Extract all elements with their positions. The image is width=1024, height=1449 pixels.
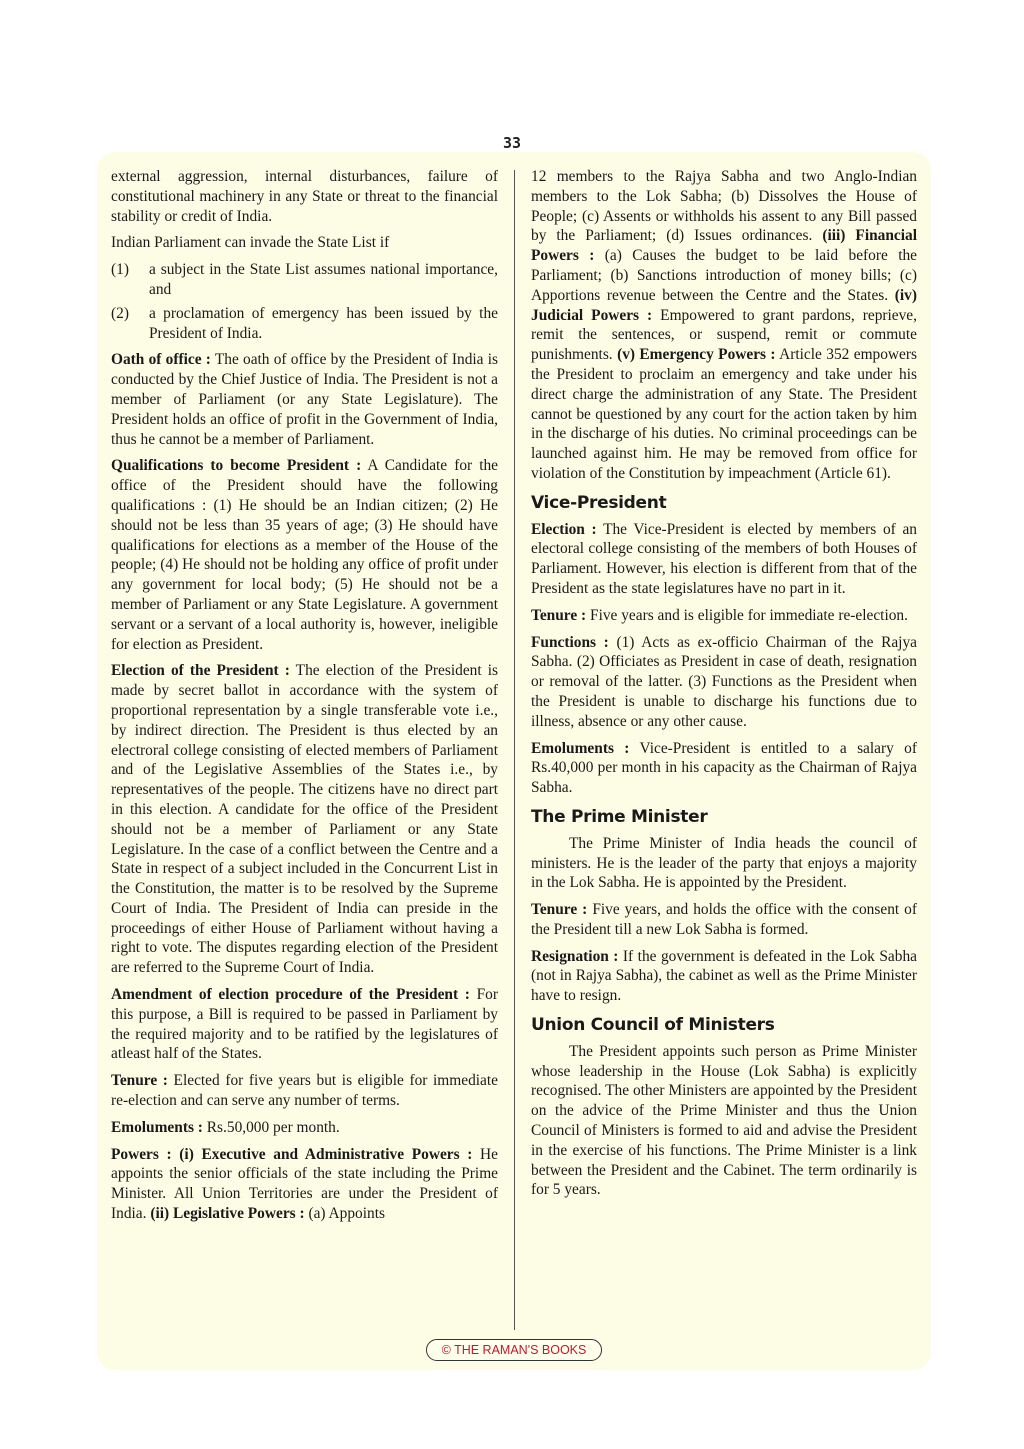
paragraph-text: Article 352 empowers the President to proclaim an emergency and take under his direct charge the administration of any State. The President cannot be questioned by any court for the action taken by him in the discharge of his duties. No criminal proceedings can be launched against him. He may be removed from office for violation of the Constitution by impeachment (Article 61). [531, 346, 917, 482]
vice-president-heading: Vice-President [531, 492, 667, 513]
emoluments-heading: Emoluments : [111, 1118, 203, 1136]
powers-heading: Powers : (i) Executive and Administrative Powers : [111, 1145, 473, 1163]
pm-paragraph: The Prime Minister of India heads the council of ministers. He is the leader of the party that enjoys a majority in the Lok Sabha. He is appointed by the President. [531, 834, 917, 892]
amendment-text: For this purpose, a Bill is required to be passed in Parliament by the required majority and to be ratified by the legislatures of atleast half of the States. [111, 986, 498, 1063]
financial-powers-heading: (iii) Financial Powers : [531, 227, 917, 265]
list-number: (2) [111, 304, 129, 322]
tenure-heading: Tenure : [111, 1072, 168, 1090]
vp-tenure-heading: Tenure : [531, 606, 587, 624]
left-column [111, 167, 498, 1231]
tenure-paragraph [111, 1071, 498, 1111]
amendment-paragraph [111, 985, 498, 1064]
emoluments-text: Rs.50,000 per month. [202, 1118, 340, 1136]
page-number: 33 [502, 134, 522, 152]
powers-paragraph [111, 1145, 498, 1224]
tenure-text: Elected for five years but is eligible for immediate re-election and can serve any number of terms. [111, 1072, 498, 1110]
paragraph-text: (a) Causes the budget to be laid before the Parliament; (b) Sanctions introduction of money bills; (c) Apportions revenue between the Centre and the States. [531, 247, 917, 304]
pm-resignation-text: If the government is defeated in the Lok Sabha (not in Rajya Sabha), the cabinet as well as the Prime Minister have to resign. [531, 947, 917, 1005]
vp-election-heading: Election : [531, 520, 597, 538]
paragraph-text: Empowered to grant pardons, reprieve, remit the sentences, or suspend, remit or commute punishments. [531, 306, 917, 364]
vp-emoluments-heading: Emoluments : [531, 739, 630, 757]
amendment-heading: Amendment of election procedure of the President : [111, 986, 470, 1004]
list-text: a proclamation of emergency has been issued by the President of India. [149, 304, 498, 342]
legislative-powers-heading: (ii) Legislative Powers : [150, 1205, 305, 1223]
vp-election-paragraph [531, 520, 917, 599]
emoluments-paragraph [111, 1118, 498, 1138]
pm-resignation-heading: Resignation : [531, 947, 619, 965]
prime-minister-heading: The Prime Minister [531, 806, 708, 827]
list-item [111, 260, 498, 300]
vp-tenure-paragraph [531, 606, 917, 626]
list-item [111, 304, 498, 344]
pm-tenure-heading: Tenure : [531, 901, 588, 919]
publisher-footer: © THE RAMAN'S BOOKS [426, 1339, 602, 1361]
emergency-powers-heading: (v) Emergency Powers : [617, 346, 776, 364]
paragraph-text: 12 members to the Rajya Sabha and two Anglo-Indian members to the Lok Sabha; (b) Dissolves the House of People; (c) Assents or withholds his assent to any Bill passed by the Parliament; (d) Issues ordinances. [531, 168, 917, 245]
paragraph: Indian Parliament can invade the State List if [111, 234, 390, 252]
election-heading: Election of the President : [111, 662, 290, 680]
union-council-paragraph: The President appoints such person as Prime Minister whose leadership in the House (Lok Sabha) is explicitly recognised. The other Ministers are appointed by the President on the advice of the Prime Minister and thus the Union Council of Ministers is formed to aid and advise the President in the exercise of his functions. The Prime Minister is a link between the President and the Cabinet. The term ordinarily is for 5 years. [531, 1042, 917, 1199]
oath-text: The oath of office by the President of India is conducted by the Chief Justice of India. The President is not a member of Parliament (or any State Legislature). The President holds an office of profit in the Government of India, thus he cannot be a member of Parliament. [111, 351, 498, 448]
vp-functions-paragraph [531, 633, 917, 732]
list-number: (1) [111, 261, 129, 279]
vp-emoluments-paragraph [531, 739, 917, 798]
list-text: a subject in the State List assumes national importance, and [149, 261, 498, 298]
pm-tenure-text: Five years, and holds the office with the consent of the President till a new Lok Sabha is formed. [531, 901, 917, 938]
pm-resignation-paragraph [531, 947, 917, 1006]
paragraph: external aggression, internal disturbances, failure of constitutional machinery in any State or threat to the financial stability or credit of India. [111, 168, 498, 225]
union-council-heading: Union Council of Ministers [531, 1015, 775, 1036]
oath-heading: Oath of office : [111, 351, 211, 369]
column-divider [514, 170, 515, 1330]
qualifications-text: A Candidate for the office of the President should have the following qualifications : (1) He should be an Indian citizen; (2) He should not be less than 35 years of age; (3) He should have qualifications for elections as a member of the House of the people; (4) He should not be holding any office of profit under any government for local body; (5) He should not be a member of Parliament or any State Legislature. A government servant or a servant of a local authority is, however, ineligible for election as President. [111, 457, 498, 653]
vp-functions-text: (1) Acts as ex-officio Chairman of the Rajya Sabha. (2) Officiates as President in case of death, resignation or removal of the latter. (3) Functions as the President when the President is unable to discharge his functions due to illness, absence or any other cause. [531, 633, 917, 730]
powers-text: He appoints the senior officials of the state including the Prime Minister. All Union Territories are under the President of India. [111, 1145, 498, 1223]
oath-paragraph [111, 350, 498, 449]
vp-election-text: The Vice-President is elected by members of an electoral college consisting of the members of both Houses of Parliament. However, his election is different from that of the President as the state legislatures have no part in it. [531, 520, 917, 597]
qualifications-heading: Qualifications to become President : [111, 457, 362, 475]
vp-tenure-text: Five years and is eligible for immediate re-election. [586, 606, 908, 624]
vp-functions-heading: Functions : [531, 633, 609, 651]
legislative-powers-text: (a) Appoints [304, 1205, 385, 1223]
election-text: The election of the President is made by secret ballot in accordance with the system of proportional representation by a single transferable vote i.e., by indirect direction. The President is thus elected by an electroral college consisting of elected members of Parliament and of the Legislative Assemblies of the States i.e., by representatives of the people. The citizens have no direct part in this election. A candidate for the office of the President should not be a member of Parliament or any State Legislature. In the case of a conflict between the Centre and a State in respect of a subject included in the Concurrent List in the Constitution, the matter is to be resolved by the Supreme Court of India. The President of India can preside in the proceedings of either House of Parliament without having a right to vote. The disputes regarding election of the President are referred to the Supreme Court of India. [111, 662, 498, 977]
powers-continued-paragraph [531, 167, 917, 484]
right-column [531, 167, 917, 1207]
pm-tenure-paragraph [531, 900, 917, 940]
judicial-powers-heading: (iv) Judicial Powers : [531, 286, 917, 324]
qualifications-paragraph [111, 456, 498, 654]
election-paragraph [111, 661, 498, 978]
vp-emoluments-text: Vice-President is entitled to a salary of Rs.40,000 per month in his capacity as the Chairman of Rajya Sabha. [531, 739, 918, 797]
